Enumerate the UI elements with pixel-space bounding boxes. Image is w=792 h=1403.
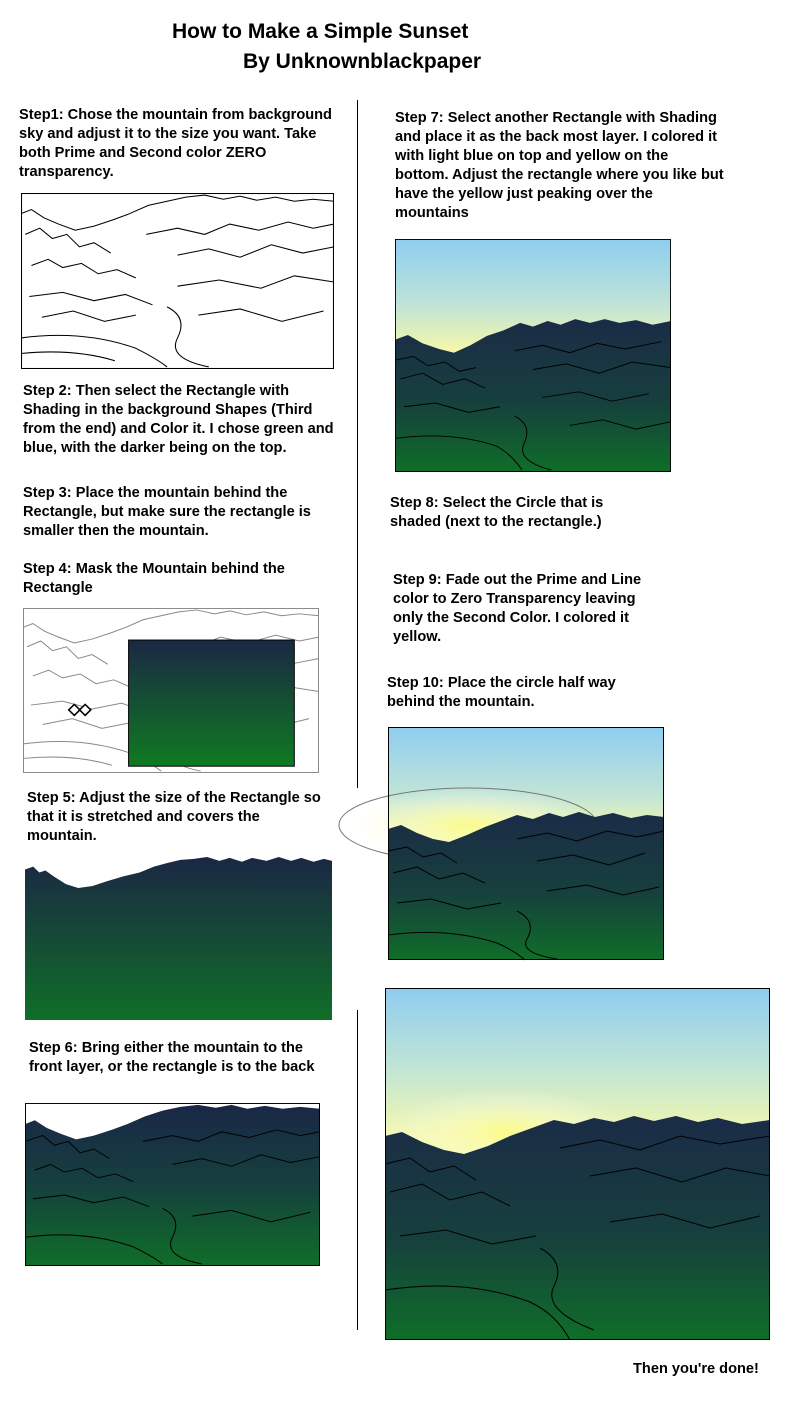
step8-text: Step 8: Select the Circle that is shaded (next to the rectangle.) [390,495,604,530]
page-subtitle: By Unknownblackpaper [243,50,482,73]
step2-text: Step 2: Then select the Rectangle with Shading in the background Shapes (Third from the end) and Color it. I chose green and blue, with the darker being on the top. [23,383,334,456]
mountain-on-gradient-image [25,1103,320,1266]
closing-text: Then you're done! [633,1361,759,1377]
step6-text: Step 6: Bring either the mountain to the front layer, or the rectangle is to the back [29,1040,315,1075]
step9-text: Step 9: Fade out the Prime and Line color to Zero Transparency leaving only the Second Color. I colored it yellow. [393,572,642,645]
column-divider-bottom [357,1010,358,1330]
step1-text: Step1: Chose the mountain from background sky and adjust it to the size you want. Take both Prime and Second color ZERO transparency. [19,107,332,180]
stretched-rectangle-image [25,855,332,1020]
column-divider-top [357,100,358,788]
step4-text: Step 4: Mask the Mountain behind the Rectangle [23,561,285,596]
outline-mountain-image [21,193,334,369]
step3-text: Step 3: Place the mountain behind the Rectangle, but make sure the rectangle is smaller then the mountain. [23,485,311,539]
step5-text: Step 5: Adjust the size of the Rectangle so that it is stretched and covers the mountain. [27,790,321,844]
step10-text: Step 10: Place the circle half way behind the mountain. [387,675,616,710]
circle-placement-image [337,727,667,963]
sky-gradient-mountain-image [395,239,671,472]
step7-text: Step 7: Select another Rectangle with Shading and place it as the back most layer. I colored it with light blue on top and yellow on the bottom. Adjust the rectangle where you like but have the yellow just peaking over the mountains [395,110,724,221]
final-sunset-image [370,986,772,1342]
page-title: How to Make a Simple Sunset [172,20,469,43]
mask-mountain-image [23,608,319,773]
